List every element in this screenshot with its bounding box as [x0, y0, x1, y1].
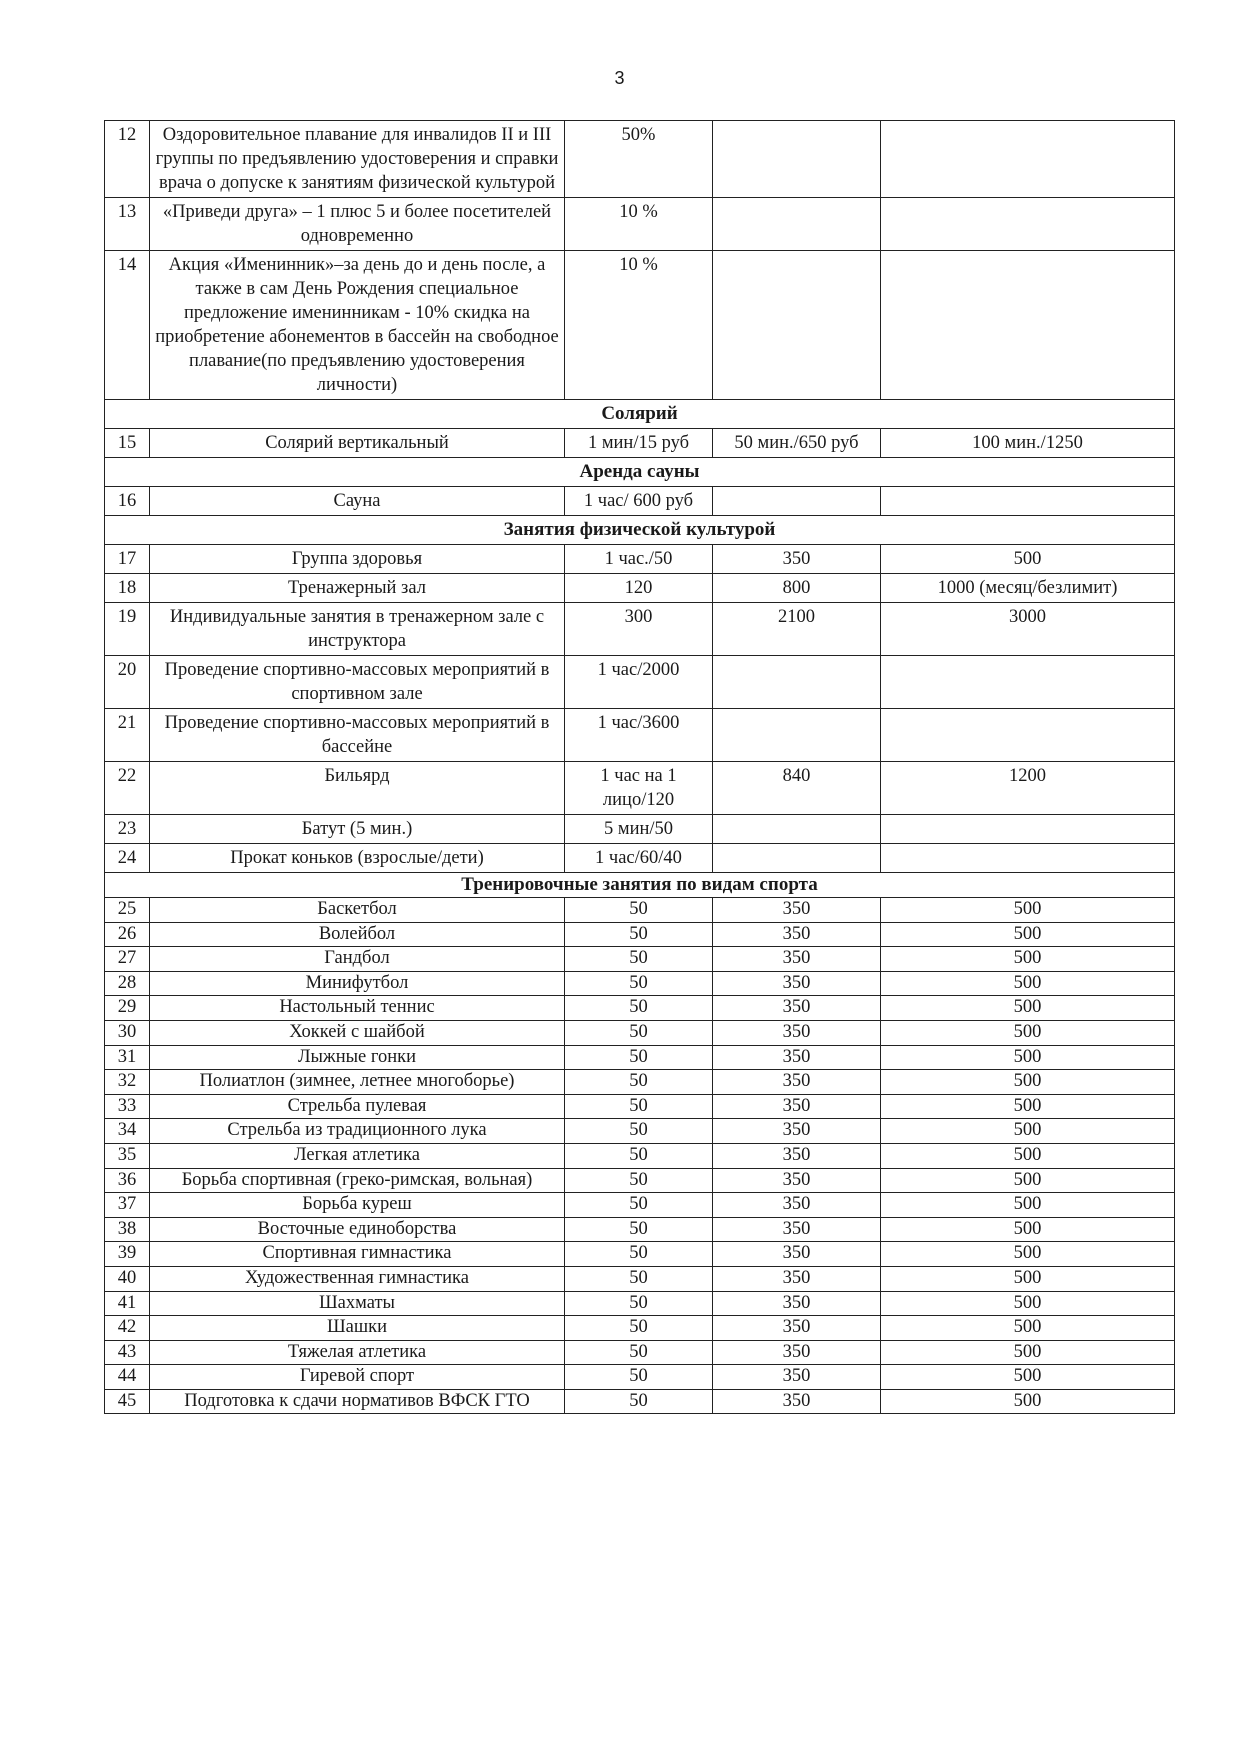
price-table-body	[105, 121, 1175, 1414]
row-number: 14	[105, 251, 150, 400]
price-table	[104, 120, 1175, 1414]
price-pack: 840	[713, 762, 881, 815]
price-single: 1 час./50	[565, 545, 713, 574]
price-month: 500	[881, 922, 1175, 947]
price-month	[881, 815, 1175, 844]
row-number: 42	[105, 1316, 150, 1341]
price-pack: 350	[713, 996, 881, 1021]
table-row	[105, 709, 1175, 762]
price-pack: 350	[713, 1070, 881, 1095]
price-month: 500	[881, 898, 1175, 923]
price-pack: 350	[713, 1389, 881, 1414]
price-pack: 350	[713, 1217, 881, 1242]
table-row	[105, 1045, 1175, 1070]
price-month: 500	[881, 1070, 1175, 1095]
price-single: 50	[565, 1365, 713, 1390]
price-month: 3000	[881, 603, 1175, 656]
price-single: 1 час/3600	[565, 709, 713, 762]
table-row	[105, 1389, 1175, 1414]
price-pack	[713, 815, 881, 844]
price-month	[881, 198, 1175, 251]
row-number: 45	[105, 1389, 150, 1414]
service-name: Проведение спортивно-массовых мероприятий в спортивном зале	[150, 656, 565, 709]
price-pack: 350	[713, 1168, 881, 1193]
table-row	[105, 1094, 1175, 1119]
price-pack: 350	[713, 971, 881, 996]
price-pack: 350	[713, 922, 881, 947]
service-name: Шашки	[150, 1316, 565, 1341]
price-month: 500	[881, 1242, 1175, 1267]
price-single: 50	[565, 1119, 713, 1144]
price-month: 500	[881, 1340, 1175, 1365]
price-single: 10 %	[565, 251, 713, 400]
service-name: Стрельба пулевая	[150, 1094, 565, 1119]
price-single: 1 час/60/40	[565, 844, 713, 873]
price-single: 50	[565, 1316, 713, 1341]
service-name: Минифутбол	[150, 971, 565, 996]
service-name: Индивидуальные занятия в тренажерном зале с инструктора	[150, 603, 565, 656]
row-number: 23	[105, 815, 150, 844]
service-name: Тренажерный зал	[150, 574, 565, 603]
row-number: 13	[105, 198, 150, 251]
section-title: Тренировочные занятия по видам спорта	[105, 873, 1175, 898]
price-single: 50	[565, 947, 713, 972]
table-row	[105, 947, 1175, 972]
price-pack: 350	[713, 1193, 881, 1218]
service-name: «Приведи друга» – 1 плюс 5 и более посетителей одновременно	[150, 198, 565, 251]
price-month: 500	[881, 1094, 1175, 1119]
price-single: 50	[565, 1094, 713, 1119]
price-month	[881, 251, 1175, 400]
row-number: 34	[105, 1119, 150, 1144]
price-month: 500	[881, 1266, 1175, 1291]
price-pack: 350	[713, 1020, 881, 1045]
service-name: Проведение спортивно-массовых мероприятий в бассейне	[150, 709, 565, 762]
price-single: 50	[565, 996, 713, 1021]
price-single: 50	[565, 898, 713, 923]
price-month: 500	[881, 1389, 1175, 1414]
row-number: 30	[105, 1020, 150, 1045]
row-number: 20	[105, 656, 150, 709]
price-pack: 350	[713, 1119, 881, 1144]
service-name: Шахматы	[150, 1291, 565, 1316]
table-row	[105, 574, 1175, 603]
price-single: 50	[565, 1020, 713, 1045]
row-number: 29	[105, 996, 150, 1021]
price-single: 1 мин/15 руб	[565, 429, 713, 458]
section-header-row	[105, 458, 1175, 487]
price-month	[881, 121, 1175, 198]
price-pack	[713, 121, 881, 198]
row-number: 25	[105, 898, 150, 923]
price-single: 50	[565, 1242, 713, 1267]
row-number: 36	[105, 1168, 150, 1193]
price-month	[881, 487, 1175, 516]
price-pack	[713, 198, 881, 251]
row-number: 27	[105, 947, 150, 972]
price-single: 50	[565, 1193, 713, 1218]
table-row	[105, 603, 1175, 656]
table-row	[105, 1340, 1175, 1365]
service-name: Легкая атлетика	[150, 1143, 565, 1168]
row-number: 31	[105, 1045, 150, 1070]
price-single: 300	[565, 603, 713, 656]
row-number: 17	[105, 545, 150, 574]
service-name: Волейбол	[150, 922, 565, 947]
table-row	[105, 429, 1175, 458]
price-single: 50	[565, 1168, 713, 1193]
service-name: Стрельба из традиционного лука	[150, 1119, 565, 1144]
price-pack: 350	[713, 1143, 881, 1168]
price-pack: 350	[713, 1316, 881, 1341]
service-name: Борьба спортивная (греко-римская, вольная)	[150, 1168, 565, 1193]
price-month: 500	[881, 1193, 1175, 1218]
table-row	[105, 1365, 1175, 1390]
price-single: 50	[565, 1217, 713, 1242]
row-number: 19	[105, 603, 150, 656]
row-number: 37	[105, 1193, 150, 1218]
service-name: Художественная гимнастика	[150, 1266, 565, 1291]
table-row	[105, 545, 1175, 574]
service-name: Борьба куреш	[150, 1193, 565, 1218]
section-title: Солярий	[105, 400, 1175, 429]
price-month: 1000 (месяц/безлимит)	[881, 574, 1175, 603]
table-row	[105, 922, 1175, 947]
price-single: 120	[565, 574, 713, 603]
price-month: 500	[881, 1168, 1175, 1193]
row-number: 41	[105, 1291, 150, 1316]
row-number: 38	[105, 1217, 150, 1242]
table-row	[105, 815, 1175, 844]
table-row	[105, 656, 1175, 709]
price-month: 500	[881, 1143, 1175, 1168]
price-month: 500	[881, 1291, 1175, 1316]
price-single: 50	[565, 1389, 713, 1414]
table-row	[105, 898, 1175, 923]
service-name: Прокат коньков (взрослые/дети)	[150, 844, 565, 873]
price-pack	[713, 709, 881, 762]
row-number: 43	[105, 1340, 150, 1365]
price-single: 50	[565, 971, 713, 996]
table-row	[105, 844, 1175, 873]
price-pack: 350	[713, 1365, 881, 1390]
service-name: Настольный теннис	[150, 996, 565, 1021]
table-row	[105, 1193, 1175, 1218]
price-single: 50	[565, 922, 713, 947]
section-header-row	[105, 873, 1175, 898]
price-month: 500	[881, 1217, 1175, 1242]
row-number: 24	[105, 844, 150, 873]
service-name: Спортивная гимнастика	[150, 1242, 565, 1267]
price-single: 5 мин/50	[565, 815, 713, 844]
price-pack	[713, 844, 881, 873]
service-name: Баскетбол	[150, 898, 565, 923]
price-month	[881, 844, 1175, 873]
price-month: 1200	[881, 762, 1175, 815]
service-name: Хоккей с шайбой	[150, 1020, 565, 1045]
price-pack: 350	[713, 1045, 881, 1070]
price-single: 1 час/ 600 руб	[565, 487, 713, 516]
service-name: Тяжелая атлетика	[150, 1340, 565, 1365]
price-pack: 350	[713, 1266, 881, 1291]
table-row	[105, 198, 1175, 251]
price-pack	[713, 656, 881, 709]
price-pack: 350	[713, 545, 881, 574]
section-title: Занятия физической культурой	[105, 516, 1175, 545]
price-single: 50	[565, 1266, 713, 1291]
price-month: 500	[881, 947, 1175, 972]
table-row	[105, 996, 1175, 1021]
section-title: Аренда сауны	[105, 458, 1175, 487]
table-row	[105, 1119, 1175, 1144]
price-month: 500	[881, 1119, 1175, 1144]
table-row	[105, 1020, 1175, 1045]
price-pack: 800	[713, 574, 881, 603]
price-month: 500	[881, 1316, 1175, 1341]
price-month: 500	[881, 1365, 1175, 1390]
row-number: 22	[105, 762, 150, 815]
price-month: 500	[881, 1045, 1175, 1070]
row-number: 40	[105, 1266, 150, 1291]
price-single: 50	[565, 1143, 713, 1168]
table-row	[105, 1266, 1175, 1291]
row-number: 15	[105, 429, 150, 458]
table-row	[105, 251, 1175, 400]
service-name: Акция «Именинник»–за день до и день после, а также в сам День Рождения специальное предложение именинникам - 10% скидка на приобретение абонементов в бассейн на свободное плавание(по предъявлению удостоверения личности)	[150, 251, 565, 400]
price-pack: 350	[713, 947, 881, 972]
page-number: 3	[614, 68, 625, 88]
price-pack: 350	[713, 1291, 881, 1316]
row-number: 28	[105, 971, 150, 996]
service-name: Сауна	[150, 487, 565, 516]
service-name: Полиатлон (зимнее, летнее многоборье)	[150, 1070, 565, 1095]
table-row	[105, 1143, 1175, 1168]
price-pack: 50 мин./650 руб	[713, 429, 881, 458]
price-month	[881, 709, 1175, 762]
section-header-row	[105, 400, 1175, 429]
price-single: 50	[565, 1045, 713, 1070]
service-name: Бильярд	[150, 762, 565, 815]
table-row	[105, 121, 1175, 198]
service-name: Солярий вертикальный	[150, 429, 565, 458]
service-name: Лыжные гонки	[150, 1045, 565, 1070]
table-row	[105, 1168, 1175, 1193]
price-month	[881, 656, 1175, 709]
price-month: 500	[881, 996, 1175, 1021]
price-single: 1 час/2000	[565, 656, 713, 709]
table-row	[105, 1070, 1175, 1095]
price-pack: 2100	[713, 603, 881, 656]
price-pack: 350	[713, 898, 881, 923]
table-row	[105, 1316, 1175, 1341]
price-single: 50%	[565, 121, 713, 198]
table-row	[105, 1242, 1175, 1267]
service-name: Батут (5 мин.)	[150, 815, 565, 844]
price-pack: 350	[713, 1094, 881, 1119]
price-month: 100 мин./1250	[881, 429, 1175, 458]
row-number: 32	[105, 1070, 150, 1095]
service-name: Гандбол	[150, 947, 565, 972]
price-pack	[713, 251, 881, 400]
row-number: 21	[105, 709, 150, 762]
table-row	[105, 762, 1175, 815]
table-row	[105, 971, 1175, 996]
price-single: 1 час на 1 лицо/120	[565, 762, 713, 815]
service-name: Восточные единоборства	[150, 1217, 565, 1242]
row-number: 12	[105, 121, 150, 198]
row-number: 33	[105, 1094, 150, 1119]
section-header-row	[105, 516, 1175, 545]
service-name: Группа здоровья	[150, 545, 565, 574]
price-single: 50	[565, 1340, 713, 1365]
table-row	[105, 1291, 1175, 1316]
price-month: 500	[881, 1020, 1175, 1045]
service-name: Подготовка к сдачи нормативов ВФСК ГТО	[150, 1389, 565, 1414]
row-number: 26	[105, 922, 150, 947]
price-pack	[713, 487, 881, 516]
row-number: 16	[105, 487, 150, 516]
row-number: 18	[105, 574, 150, 603]
price-single: 50	[565, 1070, 713, 1095]
price-pack: 350	[713, 1242, 881, 1267]
service-name: Гиревой спорт	[150, 1365, 565, 1390]
row-number: 44	[105, 1365, 150, 1390]
price-month: 500	[881, 971, 1175, 996]
price-single: 10 %	[565, 198, 713, 251]
row-number: 35	[105, 1143, 150, 1168]
row-number: 39	[105, 1242, 150, 1267]
price-pack: 350	[713, 1340, 881, 1365]
price-month: 500	[881, 545, 1175, 574]
table-row	[105, 1217, 1175, 1242]
table-row	[105, 487, 1175, 516]
price-single: 50	[565, 1291, 713, 1316]
service-name: Оздоровительное плавание для инвалидов II и III группы по предъявлению удостоверения и справки врача о допуске к занятиям физической культурой	[150, 121, 565, 198]
